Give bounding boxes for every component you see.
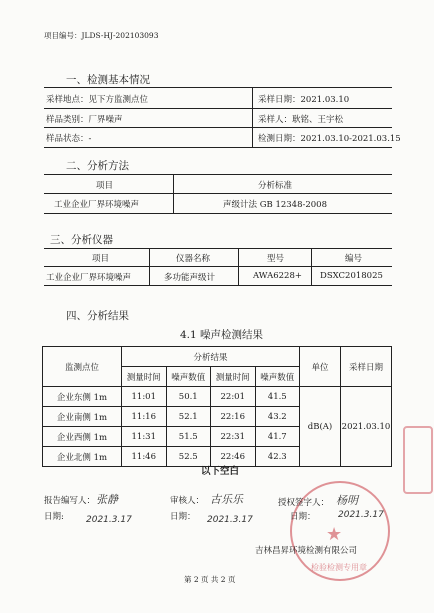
writer-date-label: 日期: [44, 512, 64, 522]
header-monitoring-point: 监测点位 [43, 347, 122, 387]
instrument-number: DSXC2018025 [320, 271, 383, 281]
instrument-model: AWA6228+ [253, 271, 302, 281]
cell-value-night: 42.3 [255, 447, 300, 467]
cell-point: 企业南侧 1m [43, 407, 122, 427]
noise-results-table [42, 346, 392, 467]
cell-time-night: 22:16 [211, 407, 256, 427]
cell-value-night: 43.2 [255, 407, 300, 427]
header-unit: 单位 [300, 347, 341, 387]
section-basic-info-title: 一、检测基本情况 [66, 74, 150, 86]
header-measure-time-1: 测量时间 [122, 367, 167, 387]
method-item: 工业企业厂界环境噪声 [54, 200, 140, 210]
writer-label: 报告编写人： [44, 496, 96, 506]
page-number: 第 2 页 共 2 页 [184, 575, 236, 584]
instrument-header-item: 项目 [92, 254, 110, 264]
writer-date: 2021.3.17 [86, 515, 132, 525]
cell-point: 企业东侧 1m [43, 387, 122, 407]
section-instrument-title: 三、分析仪器 [50, 234, 113, 246]
method-standard: 声级计法 GB 12348-2008 [223, 200, 327, 210]
reviewer-label: 审核人： [170, 496, 205, 506]
sample-category: 样品类别：厂界噪声 [46, 115, 123, 125]
sampling-location: 采样地点：见下方监测点位 [46, 95, 149, 105]
cell-value-day: 52.5 [166, 447, 211, 467]
sample-status: 样品状态：- [46, 134, 92, 144]
sampling-date: 采样日期：2021.03.10 [258, 95, 350, 105]
header-noise-value-1: 噪声数值 [166, 367, 211, 387]
reviewer-date: 2021.3.17 [207, 515, 253, 525]
project-number: 项目编号：JLDS-HJ-202103093 [44, 31, 159, 40]
company-name: 吉林昌昇环境检测有限公司 [255, 546, 358, 556]
cell-time-night: 22:31 [211, 427, 256, 447]
cell-time-day: 11:46 [122, 447, 167, 467]
blank-below-note: 以下空白 [201, 466, 240, 477]
method-header-standard: 分析标准 [258, 181, 293, 191]
header-sampling-date: 采样日期 [341, 347, 392, 387]
cell-time-day: 11:31 [122, 427, 167, 447]
approver-signature: 杨明 [336, 494, 358, 507]
approver-label: 授权签字人： [278, 498, 330, 508]
cell-time-day: 11:01 [122, 387, 167, 407]
approver-date: 2021.3.17 [338, 510, 384, 520]
cell-value-day: 52.1 [166, 407, 211, 427]
section-method-title: 二、分析方法 [66, 160, 129, 172]
instrument-header-name: 仪器名称 [176, 254, 211, 264]
header-measure-time-2: 测量时间 [211, 367, 256, 387]
test-date: 检测日期：2021.03.10-2021.03.15 [258, 134, 401, 144]
reviewer-signature: 古乐乐 [210, 493, 243, 506]
table-row [43, 387, 392, 407]
approver-date-label: 日期： [290, 512, 316, 522]
instrument-header-model: 型号 [267, 254, 285, 264]
cell-point: 企业西侧 1m [43, 427, 122, 447]
seal-star-icon: ★ [326, 524, 343, 545]
cell-value-night: 41.5 [255, 387, 300, 407]
cell-time-night: 22:01 [211, 387, 256, 407]
cell-time-night: 22:46 [211, 447, 256, 467]
edge-seal [403, 426, 433, 494]
cell-value-day: 50.1 [166, 387, 211, 407]
cell-unit: dB(A) [300, 387, 341, 467]
instrument-name: 多功能声级计 [164, 273, 216, 283]
cell-time-day: 11:16 [122, 407, 167, 427]
cell-value-day: 51.5 [166, 427, 211, 447]
instrument-item: 工业企业厂界环境噪声 [46, 273, 132, 283]
section-results-title: 四、分析结果 [66, 310, 129, 322]
writer-signature: 张静 [96, 493, 118, 506]
header-analysis-results: 分析结果 [122, 347, 300, 367]
method-header-item: 项目 [96, 181, 114, 191]
instrument-header-number: 编号 [345, 254, 363, 264]
cell-sampling-date: 2021.03.10 [341, 387, 392, 467]
seal-text: 检验检测专用章 [311, 563, 367, 572]
results-table-title: 4.1 噪声检测结果 [180, 329, 264, 341]
cell-point: 企业北侧 1m [43, 447, 122, 467]
reviewer-date-label: 日期： [170, 512, 196, 522]
header-noise-value-2: 噪声数值 [255, 367, 300, 387]
cell-value-night: 41.7 [255, 427, 300, 447]
sampler: 采样人：耿铭、王宇松 [258, 115, 344, 125]
